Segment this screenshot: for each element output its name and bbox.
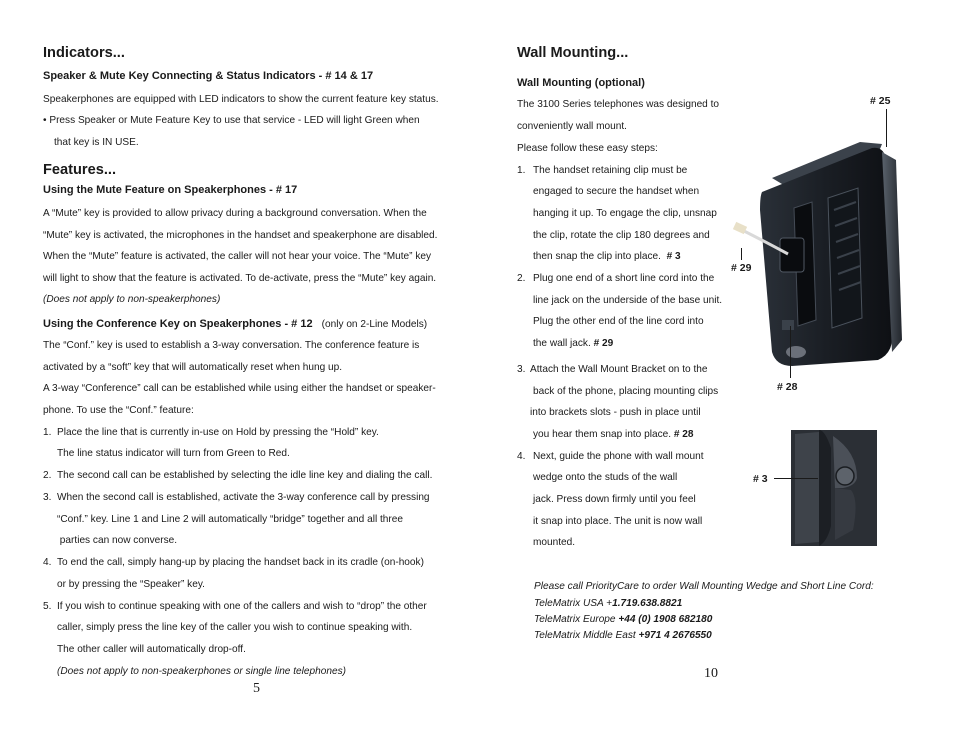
wall-step-2-number: 2. xyxy=(517,273,526,284)
callout-25-line xyxy=(886,109,887,147)
conference-intro-3: A 3-way “Conference” call can be established while using either the handset or speaker- xyxy=(43,383,436,394)
contact-usa-label: TeleMatrix USA + xyxy=(534,598,613,609)
conference-step-2-line-1: The second call can be established by selecting the idle line key and dialing the call. xyxy=(57,470,433,481)
conference-step-4-line-1: To end the call, simply hang-up by placing the handset back in its cradle (on-hook) xyxy=(57,557,424,568)
wall-step-3-number: 3. xyxy=(517,364,526,375)
contact-usa-phone: 1.719.638.8821 xyxy=(612,598,683,609)
contact-europe xyxy=(534,613,712,626)
conference-note: (Does not apply to non-speakerphones or single line telephones) xyxy=(57,666,346,677)
wall-step-3-line-3: into brackets slots - push in place until xyxy=(530,407,701,418)
clip-photo-left-edge xyxy=(795,432,820,544)
conference-step-5-number: 5. xyxy=(43,601,52,612)
mute-note: (Does not apply to non-speakerphones) xyxy=(43,294,221,305)
indicators-subtitle: Speaker & Mute Key Connecting & Status Indicators - # 14 & 17 xyxy=(43,70,374,82)
wall-step-2-line-1: Plug one end of a short line cord into the xyxy=(533,273,715,284)
contact-europe-phone: +44 (0) 1908 682180 xyxy=(618,614,713,625)
conference-step-5-line-2: caller, simply press the line key of the caller you wish to continue speaking with. xyxy=(57,622,413,633)
wall-step-3-line-4-text: you hear them snap into place. xyxy=(533,429,672,440)
wall-intro-2: conveniently wall mount. xyxy=(517,121,627,132)
wall-step-2-ref: # 29 xyxy=(593,338,614,349)
mute-line-4: will light to show that the feature is activated. To de-activate, press the “Mute” key again. xyxy=(43,273,437,284)
wall-intro-1: The 3100 Series telephones was designed to xyxy=(517,99,720,110)
conference-step-3-line-1: When the second call is established, activate the 3-way conference call by pressing xyxy=(57,492,430,503)
wall-step-4-line-1: Next, guide the phone with wall mount xyxy=(533,451,704,462)
wall-step-1-line-2: engaged to secure the handset when xyxy=(533,186,700,197)
conference-step-2-number: 2. xyxy=(43,470,52,481)
wall-step-1-ref: # 3 xyxy=(666,251,681,262)
page-number-right: 10 xyxy=(704,666,718,681)
wall-step-1-number: 1. xyxy=(517,165,526,176)
phone-base-photo xyxy=(732,130,907,375)
indicators-bullet-line1: • Press Speaker or Mute Feature Key to use that service - LED will light Green when xyxy=(43,115,420,126)
mute-line-2: “Mute” key is activated, the microphones in the handset and speakerphone are disabled. xyxy=(43,230,438,241)
wall-step-1-line-5 xyxy=(533,250,681,263)
wall-intro-3: Please follow these easy steps: xyxy=(517,143,658,154)
wall-step-3-line-2: back of the phone, placing mounting clips xyxy=(533,386,719,397)
conference-intro-2: activated by a “soft” key that will automatically reset when hung up. xyxy=(43,362,343,373)
wall-step-4-line-5: mounted. xyxy=(533,537,576,548)
contact-middle-east xyxy=(534,629,712,642)
conference-step-4-number: 4. xyxy=(43,557,52,568)
mute-line-1: A “Mute” key is provided to allow privacy during a background conversation. When the xyxy=(43,208,427,219)
conference-step-1-line-1: Place the line that is currently in-use on Hold by pressing the “Hold” key. xyxy=(57,427,379,438)
wall-step-1-line-5-text: then snap the clip into place. xyxy=(533,251,661,262)
callout-25: # 25 xyxy=(870,95,891,107)
wall-step-4-line-3: jack. Press down firmly until you feel xyxy=(533,494,696,505)
wall-step-1-line-4: the clip, rotate the clip 180 degrees and xyxy=(533,230,710,241)
mute-subtitle: Using the Mute Feature on Speakerphones - # 17 xyxy=(43,184,298,196)
handset-clip-photo xyxy=(791,430,877,546)
clip-photo-latch xyxy=(836,467,854,485)
wall-mounting-title: Wall Mounting... xyxy=(517,45,629,61)
conference-step-1-line-2: The line status indicator will turn from Green to Red. xyxy=(57,448,290,459)
indicators-title: Indicators... xyxy=(43,45,125,61)
contact-me-phone: +971 4 2676550 xyxy=(638,630,712,641)
right-page xyxy=(477,0,954,738)
wall-step-4-number: 4. xyxy=(517,451,526,462)
page-number-left: 5 xyxy=(253,681,260,696)
conference-step-4-line-2: or by pressing the “Speaker” key. xyxy=(57,579,205,590)
conference-subtitle xyxy=(43,318,427,331)
callout-3-line xyxy=(774,478,818,479)
wall-step-2-line-4 xyxy=(533,337,613,350)
conference-step-3-line-3: parties can now converse. xyxy=(57,535,178,546)
wall-step-3-ref: # 28 xyxy=(673,429,694,440)
callout-28-line xyxy=(790,326,791,378)
wall-step-2-line-3: Plug the other end of the line cord into xyxy=(533,316,704,327)
wall-step-2-line-4-text: the wall jack. xyxy=(533,338,591,349)
callout-29: # 29 xyxy=(731,262,752,274)
callout-29-line xyxy=(741,248,742,260)
phone-bottom-clip xyxy=(782,320,794,330)
contact-me-label: TeleMatrix Middle East xyxy=(534,630,639,641)
contact-intro: Please call PriorityCare to order Wall Mounting Wedge and Short Line Cord: xyxy=(534,581,874,592)
wall-step-3-line-4 xyxy=(533,428,694,441)
conference-intro-1: The “Conf.” key is used to establish a 3-way conversation. The conference feature is xyxy=(43,340,420,351)
conference-subtitle-suffix: (only on 2-Line Models) xyxy=(321,319,428,330)
features-title: Features... xyxy=(43,162,116,178)
conference-step-3-number: 3. xyxy=(43,492,52,503)
wall-step-4-line-2: wedge onto the studs of the wall xyxy=(533,472,678,483)
indicators-body: Speakerphones are equipped with LED indicators to show the current feature key status. xyxy=(43,94,439,105)
contact-usa xyxy=(534,597,682,610)
conference-subtitle-main: Using the Conference Key on Speakerphones - # 12 xyxy=(43,318,313,330)
contact-europe-label: TeleMatrix Europe xyxy=(534,614,619,625)
phone-foot xyxy=(786,346,806,358)
conference-intro-4: phone. To use the “Conf.” feature: xyxy=(43,405,194,416)
conference-step-3-line-2: “Conf.” key. Line 1 and Line 2 will automatically “bridge” together and all three xyxy=(57,514,403,525)
wall-step-4-line-4: it snap into place. The unit is now wall xyxy=(533,516,703,527)
wall-step-1-line-3: hanging it up. To engage the clip, unsnap xyxy=(533,208,717,219)
phone-slot-right xyxy=(828,188,862,328)
wall-step-1-line-1: The handset retaining clip must be xyxy=(533,165,688,176)
conference-step-5-line-1: If you wish to continue speaking with one of the callers and wish to “drop” the other xyxy=(57,601,427,612)
indicators-bullet-line2: that key is IN USE. xyxy=(54,137,139,148)
phone-line-jack xyxy=(780,238,804,272)
wall-step-2-line-2: line jack on the underside of the base unit. xyxy=(533,295,723,306)
wall-step-3-line-1: Attach the Wall Mount Bracket on to the xyxy=(530,364,708,375)
conference-step-5-line-3: The other caller will automatically drop-off. xyxy=(57,644,246,655)
wall-mounting-subtitle: Wall Mounting (optional) xyxy=(517,77,645,89)
conference-step-1-number: 1. xyxy=(43,427,52,438)
callout-3: # 3 xyxy=(753,473,768,485)
callout-28: # 28 xyxy=(777,381,798,393)
clip-photo-groove xyxy=(819,430,831,546)
mute-line-3: When the “Mute” feature is activated, the caller will not hear your voice. The “Mute” key xyxy=(43,251,432,262)
